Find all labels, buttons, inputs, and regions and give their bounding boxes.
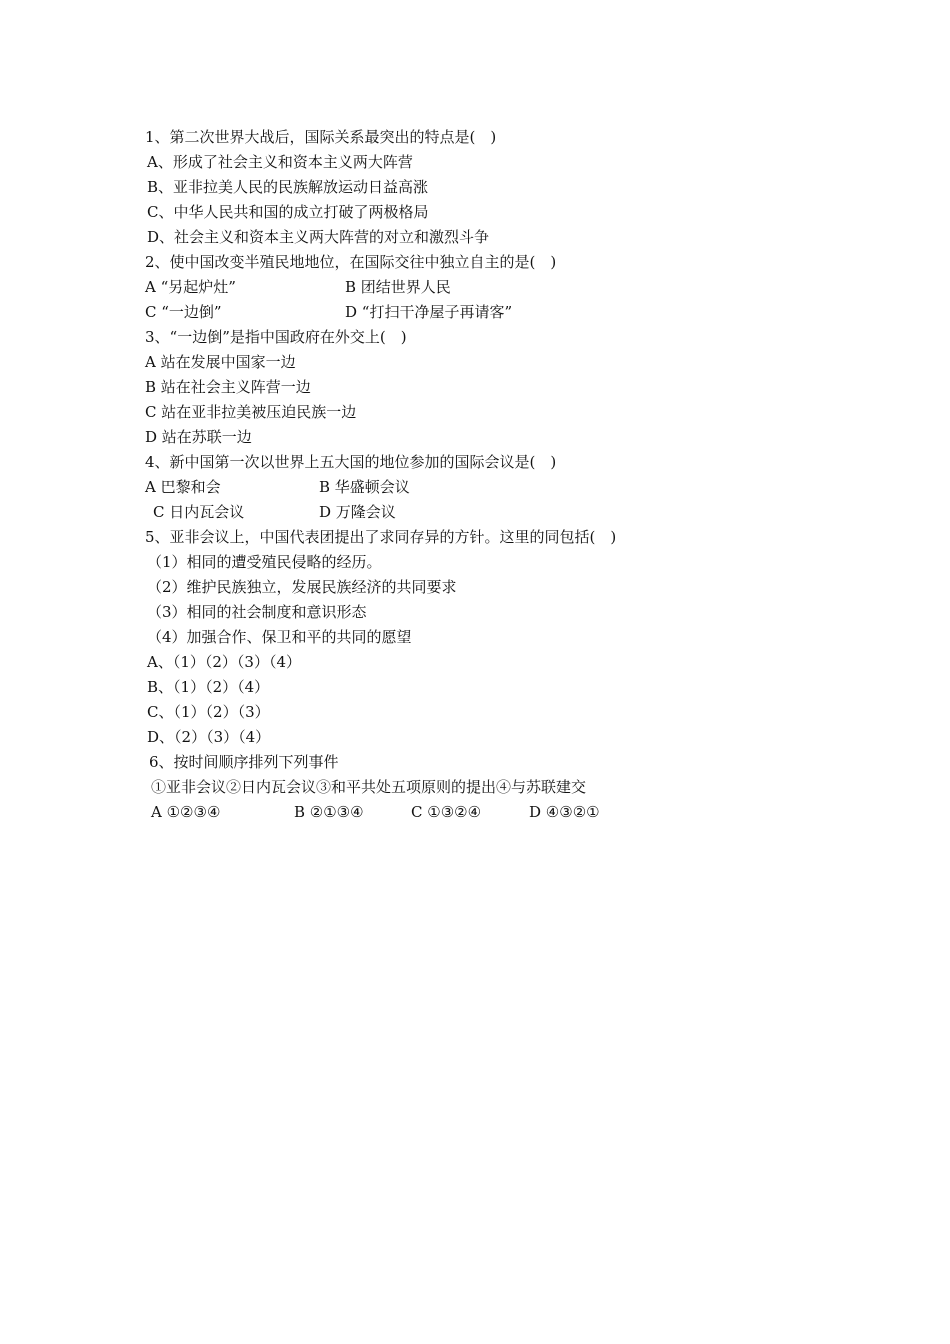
q1-stem: 1、第二次世界大战后，国际关系最突出的特点是( ) bbox=[145, 128, 497, 146]
q5-option-b: B、（1）（2）（4） bbox=[147, 678, 270, 696]
q1-option-c: C、中华人民共和国的成立打破了两极格局 bbox=[147, 203, 429, 221]
q4-stem: 4、新中国第一次以世界上五大国的地位参加的国际会议是( ) bbox=[145, 453, 557, 471]
q1-option-d: D、社会主义和资本主义两大阵营的对立和激烈斗争 bbox=[147, 228, 490, 246]
q5-item-3: （3）相同的社会制度和意识形态 bbox=[147, 603, 367, 621]
q5-option-d: D、（2）（3）（4） bbox=[147, 728, 271, 746]
q6-option-d: D ④③②① bbox=[529, 803, 600, 821]
q4-option-a: A 巴黎和会 bbox=[145, 478, 221, 496]
q5-option-a: A、（1）（2）（3）（4） bbox=[147, 653, 302, 671]
q4-option-c: C 日内瓦会议 bbox=[153, 503, 245, 521]
q1-option-a: A、形成了社会主义和资本主义两大阵营 bbox=[147, 153, 413, 171]
q3-option-d: D 站在苏联一边 bbox=[145, 428, 252, 446]
q4-option-d: D 万隆会议 bbox=[319, 503, 396, 521]
q5-item-4: （4）加强合作、保卫和平的共同的愿望 bbox=[147, 628, 412, 646]
q6-events: ①亚非会议②日内瓦会议③和平共处五项原则的提出④与苏联建交 bbox=[151, 778, 587, 796]
q5-item-1: （1）相同的遭受殖民侵略的经历。 bbox=[147, 553, 382, 571]
q6-stem: 6、按时间顺序排列下列事件 bbox=[149, 753, 339, 771]
q5-stem: 5、亚非会议上，中国代表团提出了求同存异的方针。这里的同包括( ) bbox=[145, 528, 617, 546]
q3-option-c: C 站在亚非拉美被压迫民族一边 bbox=[145, 403, 357, 421]
q2-option-c: C “一边倒” bbox=[145, 303, 222, 321]
q2-option-a: A “另起炉灶” bbox=[145, 278, 236, 296]
q6-option-c: C ①③②④ bbox=[411, 803, 482, 821]
q4-option-b: B 华盛顿会议 bbox=[319, 478, 410, 496]
q2-option-d: D “打扫干净屋子再请客” bbox=[345, 303, 513, 321]
q2-option-b: B 团结世界人民 bbox=[345, 278, 451, 296]
q3-option-a: A 站在发展中国家一边 bbox=[145, 353, 296, 371]
q3-stem: 3、“一边倒”是指中国政府在外交上( ) bbox=[145, 328, 407, 346]
q5-item-2: （2）维护民族独立，发展民族经济的共同要求 bbox=[147, 578, 457, 596]
q1-option-b: B、亚非拉美人民的民族解放运动日益高涨 bbox=[147, 178, 429, 196]
q6-option-b: B ②①③④ bbox=[294, 803, 364, 821]
q3-option-b: B 站在社会主义阵营一边 bbox=[145, 378, 311, 396]
q6-option-a: A ①②③④ bbox=[151, 803, 221, 821]
q5-option-c: C、（1）（2）（3） bbox=[147, 703, 270, 721]
q2-stem: 2、使中国改变半殖民地地位，在国际交往中独立自主的是( ) bbox=[145, 253, 557, 271]
